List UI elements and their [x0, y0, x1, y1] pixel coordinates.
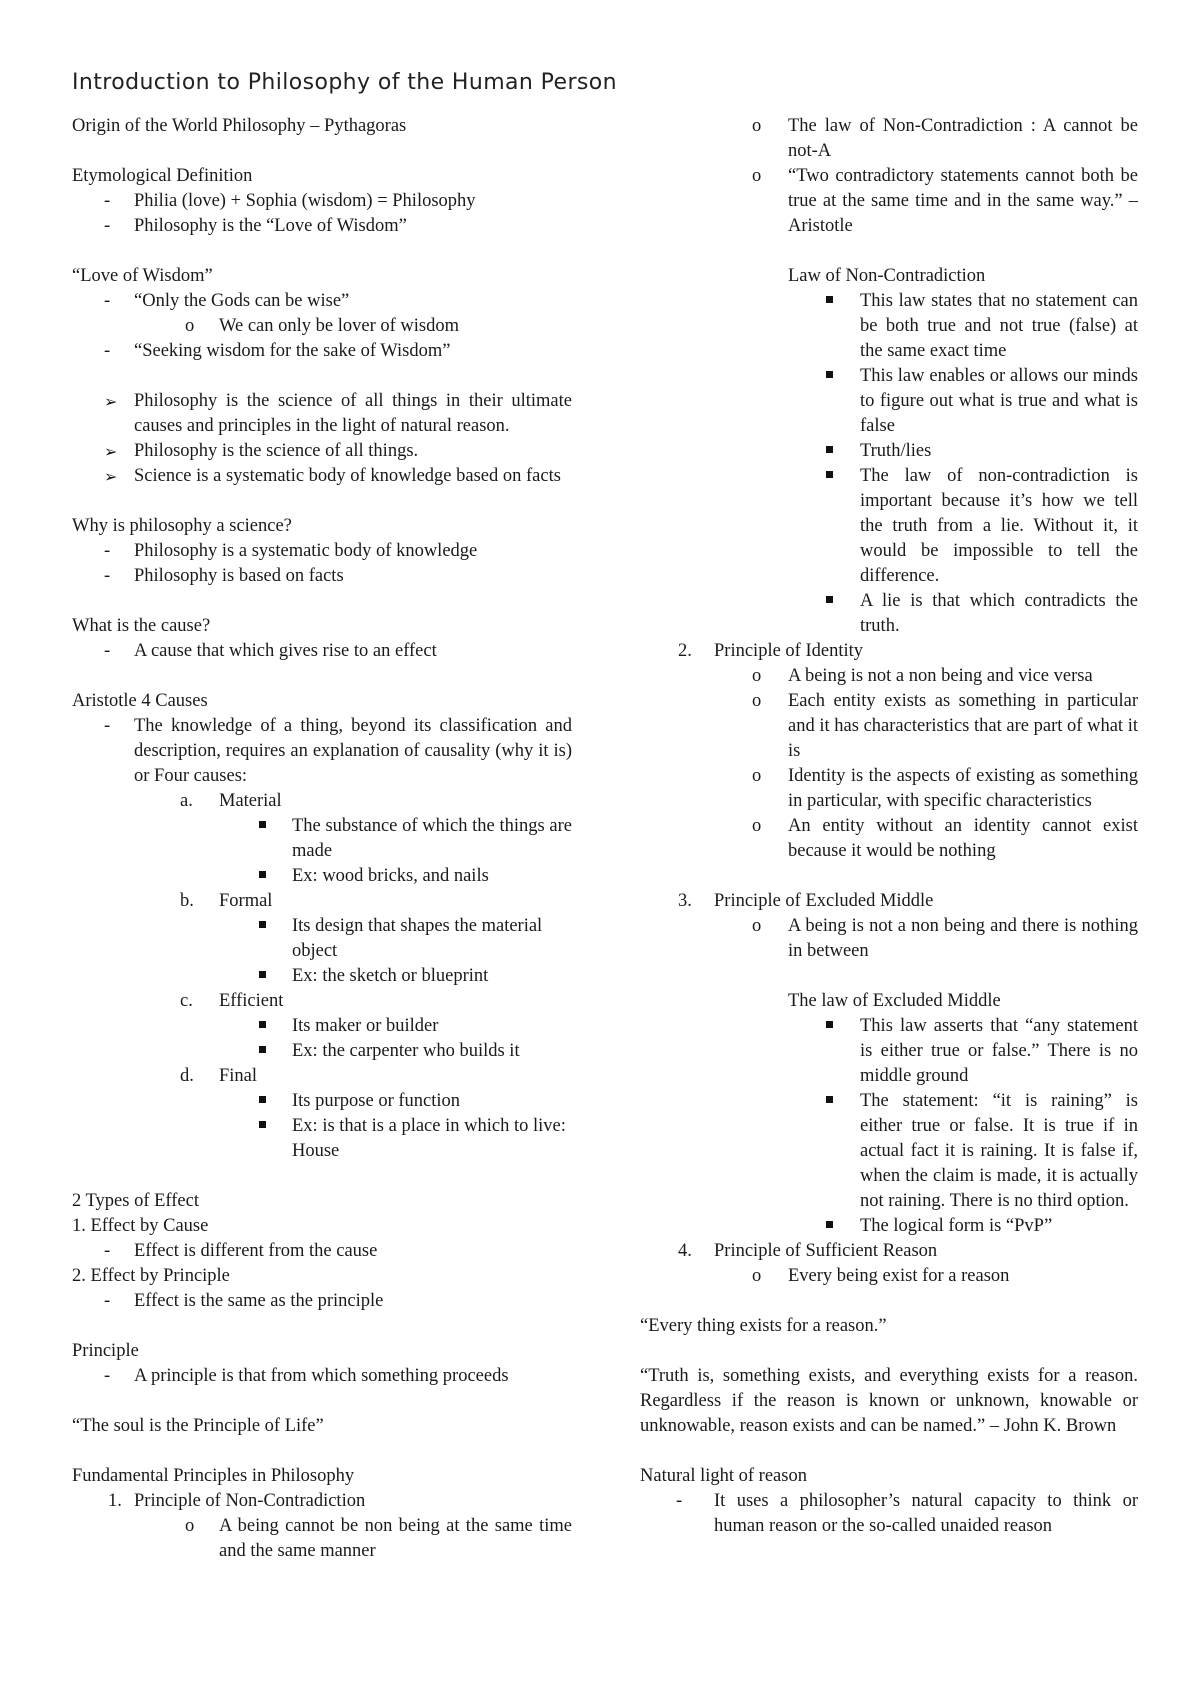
dash-bullet: - [104, 216, 111, 236]
list-item [72, 564, 572, 589]
fundamental-heading: Fundamental Principles in Philosophy [72, 1466, 355, 1486]
square-bullet-icon [826, 596, 833, 603]
principle-numbered [640, 1239, 1138, 1264]
circle-bullet: o [752, 691, 762, 711]
list-number: 2. [678, 641, 692, 661]
law-point [640, 364, 1138, 439]
arrow-bullet-icon: ➢ [104, 442, 118, 461]
why-item: Philosophy is based on facts [134, 566, 344, 586]
cause-point-text: Its purpose or function [292, 1091, 461, 1111]
dash-bullet: - [104, 716, 111, 736]
list-item [72, 639, 572, 664]
list-item [72, 1239, 572, 1264]
excluded-item: A being is not a non being and there is nothing in between [788, 916, 1138, 961]
list-item [72, 714, 572, 789]
principle-title: Principle of Identity [714, 641, 863, 661]
law-nc-heading: Law of Non-Contradiction [788, 266, 986, 286]
circle-bullet: o [185, 316, 195, 336]
square-bullet-icon [259, 1121, 266, 1128]
principle-numbered [72, 1489, 572, 1514]
aristotle-heading: Aristotle 4 Causes [72, 691, 208, 711]
why-heading: Why is philosophy a science? [72, 516, 292, 536]
law-em-heading-wrap [640, 989, 1138, 1014]
identity-item: An entity without an identity cannot exist because it would be nothing [788, 816, 1138, 861]
principle-title: Principle of Sufficient Reason [714, 1241, 938, 1261]
cause-point-text: Ex: is that is a place in which to live: House [292, 1116, 566, 1161]
dash-bullet: - [104, 1241, 111, 1261]
identity-item: Each entity exists as something in particular and it has characteristics that are part of what it is [788, 691, 1138, 761]
definition-text: Philosophy is the science of all things in their ultimate causes and principles in the light of natural reason. [134, 391, 572, 436]
circle-bullet: o [185, 1516, 195, 1536]
cause-letter: a. [180, 791, 193, 811]
etymology-item: Philia (love) + Sophia (wisdom) = Philosophy [134, 191, 476, 211]
cause-material [72, 789, 572, 814]
law-point-text: The statement: “it is raining” is either true or false. It is true if in actual fact it is raining. It is false if, when the claim is made, it is actually not raining. There is no third option. [860, 1091, 1138, 1211]
law-point-text: The logical form is “PvP” [860, 1216, 1053, 1236]
aristotle-intro: The knowledge of a thing, beyond its classification and description, requires an explanation of causality (why it is) or Four causes: [134, 716, 572, 786]
law-point-text: A lie is that which contradicts the truth. [860, 591, 1138, 636]
origin-line: Origin of the World Philosophy – Pythagoras [72, 116, 407, 136]
effect-by-cause: 1. Effect by Cause [72, 1216, 209, 1236]
soul-quote: “The soul is the Principle of Life” [72, 1416, 324, 1436]
law-point [640, 1089, 1138, 1214]
square-bullet-icon [259, 821, 266, 828]
circle-bullet: o [752, 116, 762, 136]
dash-bullet: - [676, 1491, 683, 1511]
cause-point [72, 1089, 572, 1114]
cause-point-text: Ex: the sketch or blueprint [292, 966, 489, 986]
cause-letter: b. [180, 891, 194, 911]
effect-item: Effect is different from the cause [134, 1241, 378, 1261]
cause-name: Material [219, 791, 282, 811]
list-item [72, 189, 572, 214]
square-bullet-icon [826, 1221, 833, 1228]
circle-bullet: o [752, 816, 762, 836]
quote-every-thing: “Every thing exists for a reason.” [640, 1316, 887, 1336]
law-point [640, 464, 1138, 589]
principle-item: A principle is that from which something proceeds [134, 1366, 509, 1386]
law-point [640, 589, 1138, 639]
law-point-text: The law of non-contradiction is important because it’s how we tell the truth from a lie. Without it, it would be impossible to tell the difference. [860, 466, 1138, 586]
list-item [640, 664, 1138, 689]
dash-bullet: - [104, 1291, 111, 1311]
cause-point-text: Ex: wood bricks, and nails [292, 866, 489, 886]
list-number: 1. [108, 1491, 122, 1511]
definition-item [72, 439, 572, 464]
cause-point-text: Its design that shapes the material object [292, 916, 543, 961]
list-item [640, 164, 1138, 239]
cause-letter: d. [180, 1066, 194, 1086]
principle-numbered [640, 639, 1138, 664]
love-subitem: We can only be lover of wisdom [219, 316, 459, 336]
cause-point-text: Its maker or builder [292, 1016, 439, 1036]
cause-name: Final [219, 1066, 258, 1086]
circle-bullet: o [752, 766, 762, 786]
law-point [640, 439, 1138, 464]
definition-text: Philosophy is the science of all things. [134, 441, 419, 461]
why-item: Philosophy is a systematic body of knowledge [134, 541, 478, 561]
law-em-heading: The law of Excluded Middle [788, 991, 1001, 1011]
law-point-text: This law enables or allows our minds to figure out what is true and what is false [860, 366, 1138, 436]
cause-efficient [72, 989, 572, 1014]
definition-text: Science is a systematic body of knowledge based on facts [134, 466, 561, 486]
cause-point [72, 864, 572, 889]
list-item [72, 339, 572, 364]
square-bullet-icon [259, 971, 266, 978]
list-item [72, 539, 572, 564]
nc-item: The law of Non-Contradiction : A cannot be not-A [788, 116, 1138, 161]
law-nc-heading-wrap [640, 264, 1138, 289]
law-point [640, 1014, 1138, 1089]
principle-numbered [640, 889, 1138, 914]
cause-item: A cause that which gives rise to an effect [134, 641, 437, 661]
cause-point [72, 1014, 572, 1039]
natural-light-item: It uses a philosopher’s natural capacity to think or human reason or the so-called unaided reason [714, 1491, 1138, 1536]
cause-point [72, 1114, 572, 1164]
square-bullet-icon [259, 1046, 266, 1053]
cause-point-text: The substance of which the things are made [292, 816, 572, 861]
list-item [72, 214, 572, 239]
cause-letter: c. [180, 991, 193, 1011]
list-item [72, 314, 572, 339]
love-heading: “Love of Wisdom” [72, 266, 213, 286]
square-bullet-icon [826, 471, 833, 478]
natural-light-heading: Natural light of reason [640, 1466, 807, 1486]
list-item [640, 1264, 1138, 1289]
circle-bullet: o [752, 166, 762, 186]
square-bullet-icon [826, 296, 833, 303]
list-item [640, 689, 1138, 764]
etymology-item: Philosophy is the “Love of Wisdom” [134, 216, 407, 236]
law-point-text: This law asserts that “any statement is either true or false.” There is no middle ground [860, 1016, 1138, 1086]
sufficient-item: Every being exist for a reason [788, 1266, 1010, 1286]
list-item [640, 814, 1138, 864]
square-bullet-icon [259, 921, 266, 928]
cause-final [72, 1064, 572, 1089]
cause-heading: What is the cause? [72, 616, 211, 636]
definition-item [72, 464, 572, 489]
law-point [640, 1214, 1138, 1239]
left-column [72, 114, 572, 1564]
cause-name: Formal [219, 891, 273, 911]
square-bullet-icon [259, 871, 266, 878]
principle-title: Principle of Non-Contradiction [134, 1491, 366, 1511]
list-item [640, 914, 1138, 964]
list-item [72, 1514, 572, 1564]
principle-title: Principle of Excluded Middle [714, 891, 934, 911]
dash-bullet: - [104, 291, 111, 311]
circle-bullet: o [752, 1266, 762, 1286]
list-number: 3. [678, 891, 692, 911]
identity-item: Identity is the aspects of existing as something in particular, with specific characteristics [788, 766, 1138, 811]
square-bullet-icon [826, 446, 833, 453]
cause-point [72, 814, 572, 864]
definition-item [72, 389, 572, 439]
list-number: 4. [678, 1241, 692, 1261]
etymology-heading: Etymological Definition [72, 166, 253, 186]
dash-bullet: - [104, 191, 111, 211]
law-point [640, 289, 1138, 364]
arrow-bullet-icon: ➢ [104, 392, 118, 411]
cause-point [72, 1039, 572, 1064]
cause-point [72, 914, 572, 964]
right-column [640, 114, 1138, 1539]
love-item: “Only the Gods can be wise” [134, 291, 350, 311]
quote-brown: “Truth is, something exists, and everything exists for a reason. Regardless if the reason is known or unknown, knowable or unknowable, reason exists and can be named.” – John K. Brown [640, 1366, 1138, 1436]
circle-bullet: o [752, 916, 762, 936]
square-bullet-icon [826, 1021, 833, 1028]
list-item [72, 289, 572, 314]
list-item [640, 1489, 1138, 1539]
love-item: “Seeking wisdom for the sake of Wisdom” [134, 341, 451, 361]
list-item [72, 1289, 572, 1314]
cause-name: Efficient [219, 991, 284, 1011]
nc-item: “Two contradictory statements cannot both be true at the same time and in the same way.” – Aristotle [788, 166, 1138, 236]
effects-heading: 2 Types of Effect [72, 1191, 199, 1211]
identity-item: A being is not a non being and vice versa [788, 666, 1093, 686]
effect-item: Effect is the same as the principle [134, 1291, 384, 1311]
list-item [72, 1364, 572, 1389]
document-title: Introduction to Philosophy of the Human Person [72, 70, 617, 95]
law-point-text: This law states that no statement can be both true and not true (false) at the same exact time [860, 291, 1138, 361]
cause-point-text: Ex: the carpenter who builds it [292, 1041, 520, 1061]
dash-bullet: - [104, 541, 111, 561]
square-bullet-icon [826, 1096, 833, 1103]
effect-by-principle: 2. Effect by Principle [72, 1266, 230, 1286]
dash-bullet: - [104, 641, 111, 661]
cause-formal [72, 889, 572, 914]
law-point-text: Truth/lies [860, 441, 932, 461]
arrow-bullet-icon: ➢ [104, 467, 118, 486]
list-item [640, 764, 1138, 814]
dash-bullet: - [104, 566, 111, 586]
list-item [640, 114, 1138, 164]
square-bullet-icon [826, 371, 833, 378]
principle-heading: Principle [72, 1341, 139, 1361]
circle-bullet: o [752, 666, 762, 686]
dash-bullet: - [104, 1366, 111, 1386]
dash-bullet: - [104, 341, 111, 361]
principle-subitem: A being cannot be non being at the same time and the same manner [219, 1516, 572, 1561]
square-bullet-icon [259, 1096, 266, 1103]
cause-point [72, 964, 572, 989]
square-bullet-icon [259, 1021, 266, 1028]
